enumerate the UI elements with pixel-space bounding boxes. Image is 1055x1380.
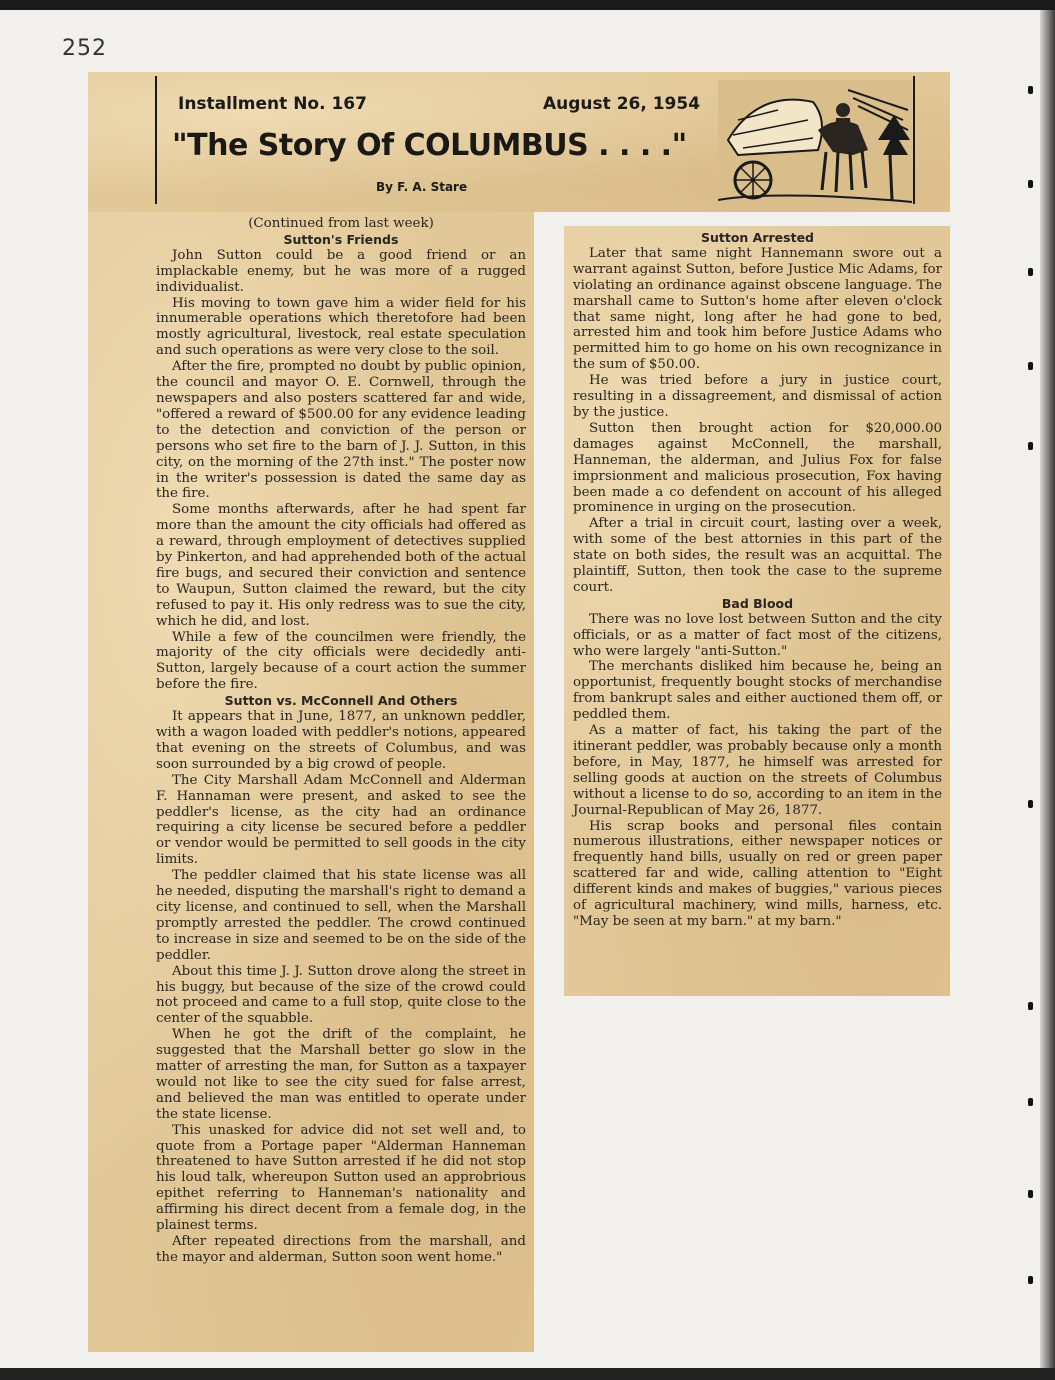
paragraph: About this time J. J. Sutton drove along the street in his buggy, but because of the size of the crowd could not proceed and came to a full stop, quite close to the center of the squabble. [156,963,526,1027]
paragraph: As a matter of fact, his taking the part of the itinerant peddler, was probably because only a month before, in May, 1877, he himself was arrested for selling goods at auction on the streets of Columbus without a license to do so, according to an item in the Journal-Republican of May 26, 1877. [573,723,942,818]
binder-ring [1028,86,1033,94]
header-rule-left [155,76,157,204]
binder-ring [1028,362,1033,370]
byline: By F. A. Stare [376,180,468,194]
subheading-suttons-friends: Sutton's Friends [283,231,399,247]
page-bottom-edge [0,1368,1055,1380]
paragraph: John Sutton could be a good friend or an implackable enemy, but he was more of a rugged individualist. [156,247,526,295]
paragraph: There was no love lost between Sutton and the city officials, or as a matter of fact most of the citizens, who were largely "anti-Sutton." [573,611,942,659]
paragraph: After a trial in circuit court, lasting over a week, with some of the best attornies in this part of the state on both sides, the result was an acquittal. The plaintiff, Sutton, then took the case to the supreme court. [573,516,942,595]
left-column [156,216,526,1266]
paragraph: Later that same night Hannemann swore out a warrant against Sutton, before Justice Mic Adams, for violating an ordinance against obscene language. The marshall came to Sutton's home after eleven o'clock that same night, long after he had gone to bed, arrested him and took him before Justice Adams who permitted him to go home on his own recognizance in the sum of $50.00. [573,245,942,373]
continued-note: (Continued from last week) [248,216,434,231]
article-title: "The Story Of COLUMBUS . . . ." [172,128,687,163]
paragraph: The City Marshall Adam McConnell and Alderman F. Hannaman were present, and asked to see the peddler's license, as the city had an ordinance requiring a city license be secured before a peddler or vendor would be permitted to sell goods in the city limits. [156,772,526,868]
paragraph: His scrap books and personal files contain numerous illustrations, either newspaper notices or frequently hand bills, usually on red or green paper scattered far and wide, calling attention to "Eight different kinds and makes of buggies," various pieces of agricultural machinery, wind mills, harness, etc. "May be seen at my barn." at my barn." [573,818,942,929]
paragraph: Sutton then brought action for $20,000.00 damages against McConnell, the marshall, Hanneman, the alderman, and Julius Fox for false imprsionment and malicious prosecution, Fox having been made a co defendent on account of his alleged prominence in urging on the prosecution. [573,420,942,516]
paragraph: The merchants disliked him because he, being an opportunist, frequently bought stocks of merchandise from bankrupt sales and either auctioned them off, or peddled them. [573,659,942,723]
binder-ring [1028,1098,1033,1106]
paragraph: Some months afterwards, after he had spent far more than the amount the city officials had offered as a reward, through employment of detectives supplied by Pinkerton, and had apprehended both of the actual fire bugs, and secured their conviction and sentence to Waupun, Sutton claimed the reward, but the city refused to pay it. His only redress was to sue the city, which he did, and lost. [156,502,526,629]
paragraph: This unasked for advice did not set well and, to quote from a Portage paper "Alderman Hanneman threatened to have Sutton arrested if he did not stop his loud talk, whereupon Sutton used an approbrious epithet referring to Hanneman's nationality and affirming his direct decent from a female dog, in the plainest terms. [156,1122,526,1234]
paragraph: While a few of the councilmen were friendly, the majority of the city officials were decidedly anti-Sutton, largely because of a court action the summer before the fire. [156,629,526,693]
paragraph: It appears that in June, 1877, an unknown peddler, with a wagon loaded with peddler's notions, appeared that evening on the streets of Columbus, and was soon surrounded by a big crowd of people. [156,709,526,772]
subheading-bad-blood: Bad Blood [721,595,794,611]
binder-ring [1028,180,1033,188]
binder-ring [1028,1190,1033,1198]
paragraph: The peddler claimed that his state license was all he needed, disputing the marshall's right to demand a city license, and continued to sell, when the Marshall promptly arrested the peddler. The crowd continued to increase in size and seemed to be on the side of the peddler. [156,868,526,963]
wagon-illustration [718,80,912,206]
publication-date: August 26, 1954 [543,94,701,114]
page-number: 252 [62,36,107,61]
header-rule-right [913,76,915,204]
paragraph: His moving to town gave him a wider field for his innumerable operations which theretofore had been mostly agricultural, livestock, real estate speculation and such operations as were very close to the soil. [156,295,526,359]
paragraph: He was tried before a jury in justice court, resulting in a dissagreement, and dismissal of action by the justice. [573,373,942,420]
page-edge [1040,10,1055,1368]
right-column [573,230,942,930]
binder-ring [1028,1002,1033,1010]
binder-ring [1028,1276,1033,1284]
subheading-sutton-arrested: Sutton Arrested [700,230,814,245]
binder-ring [1028,442,1033,450]
paragraph: After repeated directions from the marshall, and the mayor and alderman, Sutton soon went home." [156,1234,526,1265]
binder-ring [1028,800,1033,808]
paragraph: After the fire, prompted no doubt by public opinion, the council and mayor O. E. Cornwell, through the newspapers and also posters scattered far and wide, "offered a reward of $500.00 for any evidence leading to the detection and conviction of the person or persons who set fire to the barn of J. J. Sutton, in this city, on the morning of the 27th inst." The poster now in the writer's possession is dated the same day as the fire. [156,359,526,502]
binder-ring [1028,268,1033,276]
subheading-sutton-vs-mcconnell: Sutton vs. McConnell And Others [224,693,458,709]
installment-label: Installment No. 167 [178,94,367,114]
paragraph: When he got the drift of the complaint, he suggested that the Marshall better go slow in the matter of arresting the man, for Sutton as a taxpayer would not like to see the city sued for false arrest, and believed the man was entitled to operate under the state license. [156,1027,526,1122]
